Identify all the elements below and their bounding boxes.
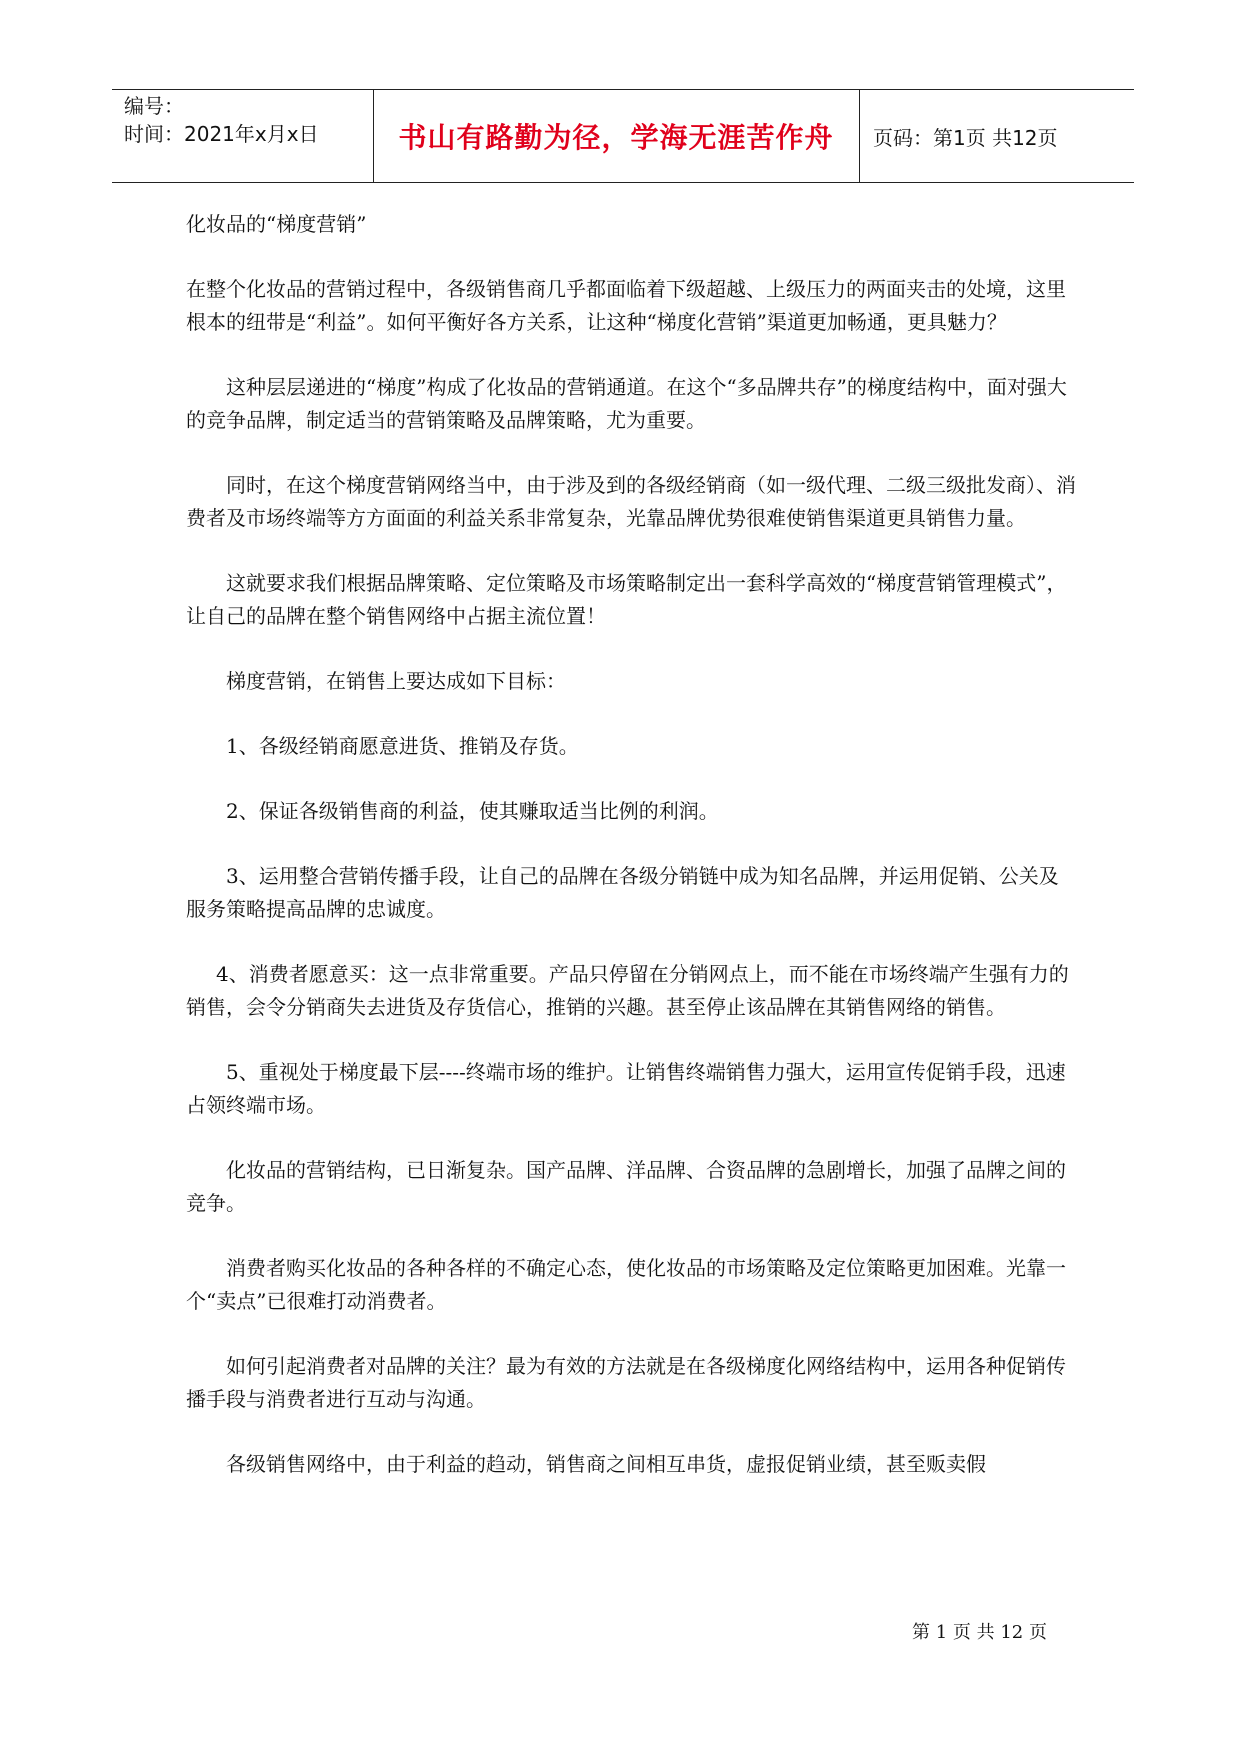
serial-label: 编号： [124,94,184,118]
header-left-cell [124,92,319,148]
date-label: 时间：2021年x月x日 [124,122,319,146]
paragraph: 同时，在这个梯度营销网络当中，由于涉及到的各级经销商（如一级代理、二级三级批发商）、消费者及市场终端等方方面面的利益关系非常复杂，光靠品牌优势很难使销售渠道更具销售力量。 [186,473,1076,530]
header-motto: 书山有路勤为径，学海无涯苦作舟 [398,121,834,154]
header-page-info: 页码：第1页 共12页 [873,125,1058,150]
list-item: 4、消费者愿意买：这一点非常重要。产品只停留在分销网点上，而不能在市场终端产生强有力的销售，会令分销商失去进货及存货信心，推销的兴趣。甚至停止该品牌在其销售网络的销售。 [186,962,1069,1019]
list-item: 5、重视处于梯度最下层----终端市场的维护。让销售终端销售力强大，运用宣传促销手段，迅速占领终端市场。 [186,1060,1066,1117]
header-divider-right [859,89,860,183]
paragraph: 这就要求我们根据品牌策略、定位策略及市场策略制定出一套科学高效的“梯度营销管理模式”，让自己的品牌在整个销售网络中占据主流位置！ [186,571,1067,628]
paragraph: 消费者购买化妆品的各种各样的不确定心态，使化妆品的市场策略及定位策略更加困难。光靠一个“卖点”已很难打动消费者。 [186,1256,1066,1313]
list-item: 3、运用整合营销传播手段，让自己的品牌在各级分销链中成为知名品牌，并运用促销、公关及服务策略提高品牌的忠诚度。 [186,864,1059,921]
article-title: 化妆品的“梯度营销” [186,212,367,236]
paragraph: 梯度营销，在销售上要达成如下目标： [226,669,566,693]
paragraph: 如何引起消费者对品牌的关注？最为有效的方法就是在各级梯度化网络结构中，运用各种促销传播手段与消费者进行互动与沟通。 [186,1354,1066,1411]
paragraph: 在整个化妆品的营销过程中，各级销售商几乎都面临着下级超越、上级压力的两面夹击的处境，这里根本的纽带是“利益”。如何平衡好各方关系，让这种“梯度化营销”渠道更加畅通，更具魅力？ [186,277,1066,334]
paragraph: 各级销售网络中，由于利益的趋动，销售商之间相互串货，虚报促销业绩，甚至贩卖假 [226,1452,986,1476]
article-body [186,208,1076,1513]
list-item: 2、保证各级销售商的利益，使其赚取适当比例的利润。 [226,799,719,823]
paragraph: 化妆品的营销结构，已日渐复杂。国产品牌、洋品牌、合资品牌的急剧增长，加强了品牌之间的竞争。 [186,1158,1066,1215]
paragraph: 这种层层递进的“梯度”构成了化妆品的营销通道。在这个“多品牌共存”的梯度结构中，面对强大的竞争品牌，制定适当的营销策略及品牌策略，尤为重要。 [186,375,1067,432]
page-footer: 第 1 页 共 12 页 [912,1622,1047,1643]
list-item: 1、各级经销商愿意进货、推销及存货。 [226,734,579,758]
